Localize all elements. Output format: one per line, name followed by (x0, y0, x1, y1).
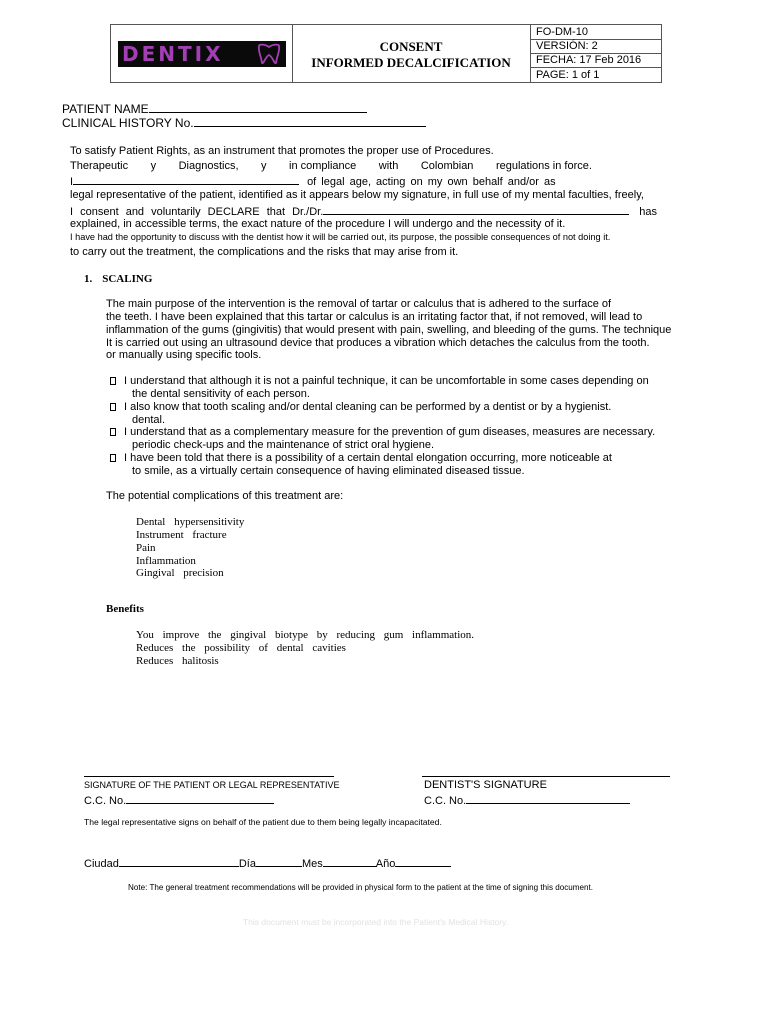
location-date-field: Ciudad Día Mes Año (84, 855, 451, 871)
document-subtitle: INFORMED DECALCIFICATION (311, 55, 511, 70)
patient-name-label: PATIENT NAME (62, 102, 149, 116)
clinical-history-input[interactable] (194, 115, 426, 127)
benefits-heading: Benefits (106, 603, 144, 615)
intro-line: to carry out the treatment, the complications and the risks that may arise from it. (70, 246, 459, 258)
logo-text: DENTIX (122, 42, 224, 66)
year-input[interactable] (395, 855, 451, 867)
checkbox-icon (110, 403, 116, 411)
patient-fullname-input[interactable] (73, 173, 299, 185)
day-input[interactable] (256, 855, 302, 867)
form-date: FECHA: 17 Feb 2016 (536, 54, 642, 66)
patient-name-field (62, 101, 367, 116)
list-item-continuation: periodic check-ups and the maintenance of strict oral hygiene. (132, 439, 435, 451)
list-item-continuation: to smile, as a virtually certain consequence of having eliminated diseased tissue. (132, 465, 525, 477)
intro-line: I of legal age, acting on my own behalf and/or as (70, 173, 556, 189)
patient-cc-field: C.C. No. (84, 792, 274, 808)
list-item-continuation: dental. (132, 414, 166, 426)
complications-intro: The potential complications of this treatment are: (106, 490, 344, 502)
dentix-logo (118, 41, 286, 67)
form-code: FO-DM-10 (536, 26, 588, 38)
intro-line: I consent and voluntarily DECLARE that Dr./Dr. has (70, 203, 657, 219)
patient-signature-line[interactable] (84, 776, 334, 777)
clinical-history-label: CLINICAL HISTORY No. (62, 116, 194, 130)
tooth-icon (256, 43, 282, 65)
benefit-item: Reduces the possibility of dental cavities (136, 642, 346, 654)
list-item: I understand that as a complementary measure for the prevention of gum diseases, measures are necessary. (110, 425, 655, 439)
footer-note: Note: The general treatment recommendations will be provided in physical form to the patient at the time of signing this document. (128, 883, 594, 892)
doctor-name-input[interactable] (323, 203, 629, 215)
dentist-signature-label: DENTIST'S SIGNATURE (424, 779, 547, 791)
list-item-continuation: the dental sensitivity of each person. (132, 388, 310, 400)
clinical-history-field (62, 115, 426, 130)
city-input[interactable] (119, 855, 239, 867)
benefit-item: Reduces halitosis (136, 655, 219, 667)
list-item: I also know that tooth scaling and/or dental cleaning can be performed by a dentist or by a hygienist. (110, 400, 611, 414)
intro-line: To satisfy Patient Rights, as an instrument that promotes the proper use of Procedures. (70, 145, 494, 157)
section-text: The main purpose of the intervention is the removal of tartar or calculus that is adhered to the surface of (106, 298, 612, 310)
intro-line: I have had the opportunity to discuss with the dentist how it will be carried out, its purpose, the possible consequences of not doing it. (70, 232, 611, 242)
complication-item: Gingival precision (136, 567, 224, 579)
legal-representative-note: The legal representative signs on behalf of the patient due to them being legally incapacitated. (84, 817, 442, 827)
document-header (110, 24, 662, 83)
checkbox-icon (110, 454, 116, 462)
dentist-signature-line[interactable] (422, 776, 670, 777)
form-page: PAGE: 1 of 1 (536, 69, 600, 81)
form-version: VERSIÓN: 2 (536, 40, 598, 52)
complication-item: Instrument fracture (136, 529, 227, 541)
list-item: I understand that although it is not a painful technique, it can be uncomfortable in some cases depending on (110, 374, 649, 388)
document-title: CONSENT (379, 39, 443, 54)
benefit-item: You improve the gingival biotype by reducing gum inflammation. (136, 629, 475, 641)
patient-cc-input[interactable] (126, 792, 274, 804)
section-text: or manually using specific tools. (106, 349, 262, 361)
checkbox-icon (110, 377, 116, 385)
complication-item: Dental hypersensitivity (136, 516, 245, 528)
patient-signature-label: SIGNATURE OF THE PATIENT OR LEGAL REPRESENTATIVE (84, 780, 340, 790)
section-heading: 1. SCALING (84, 273, 153, 285)
intro-line: Therapeutic y Diagnostics, y in compliance with Colombian regulations in force. (70, 160, 592, 172)
month-input[interactable] (323, 855, 376, 867)
watermark-text: This document must be incorporated into the Patient's Medical History. (243, 917, 509, 927)
complication-item: Pain (136, 542, 156, 554)
section-text: inflammation of the gums (gingivitis) that would present with pain, swelling, and bleeding of the gums. The technique (106, 324, 672, 336)
complication-item: Inflammation (136, 555, 196, 567)
dentist-cc-input[interactable] (466, 792, 630, 804)
section-text: the teeth. I have been explained that this tartar or calculus is an irritating factor that, if not removed, will lead to (106, 311, 643, 323)
patient-name-input[interactable] (149, 101, 367, 113)
list-item: I have been told that there is a possibility of a certain dental elongation occurring, more noticeable at (110, 451, 612, 465)
intro-line: legal representative of the patient, identified as it appears below my signature, in full use of my mental faculties, freely, (70, 189, 644, 201)
section-text: It is carried out using an ultrasound device that produces a vibration which detaches the calculus from the tooth. (106, 337, 650, 349)
intro-line: explained, in accessible terms, the exact nature of the procedure I will undergo and the necessity of it. (70, 218, 566, 230)
dentist-cc-field: C.C. No. (424, 792, 630, 808)
checkbox-icon (110, 428, 116, 436)
